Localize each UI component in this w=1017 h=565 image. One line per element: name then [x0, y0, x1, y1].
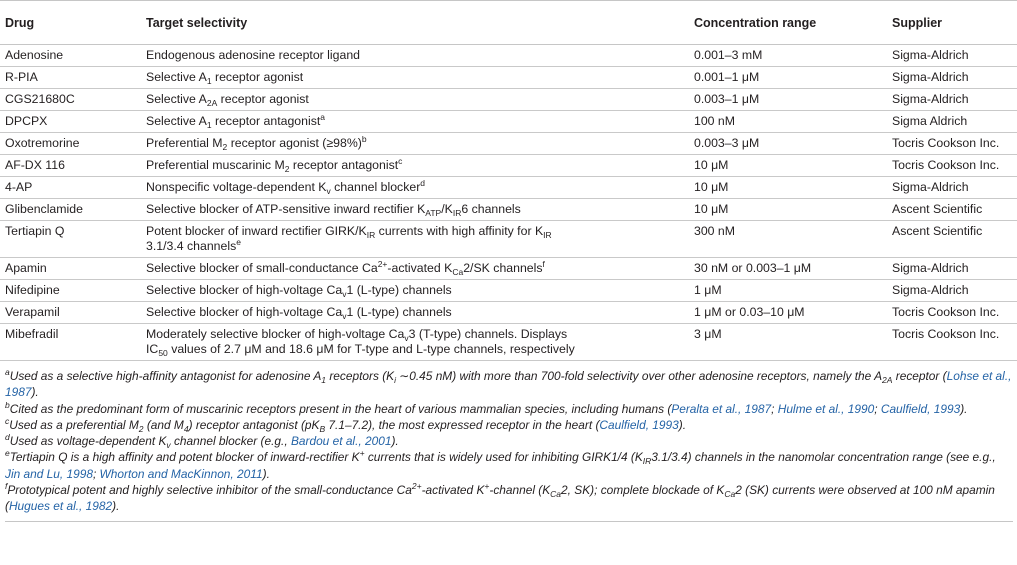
- drug-name-cell: Oxotremorine: [0, 133, 146, 155]
- target-selectivity-cell: [146, 324, 694, 361]
- text-run: 7.1–7.2), the most expressed receptor in the heart (: [325, 417, 600, 432]
- footnote: [5, 368, 1013, 401]
- target-selectivity-cell: [146, 280, 694, 302]
- subscript: 1: [206, 120, 212, 130]
- table-row: [0, 280, 1017, 302]
- text-run: (and M: [143, 417, 184, 432]
- text-run: currents that is widely used for inhibiting GIRK1/4 (K: [364, 450, 643, 465]
- superscript: b: [5, 399, 10, 410]
- text-run: Preferential M: [146, 136, 223, 150]
- supplier-cell: Sigma-Aldrich: [892, 258, 1017, 280]
- text-run: Selective A: [146, 114, 207, 128]
- text-run: ;: [771, 401, 778, 416]
- superscript: 2+: [411, 481, 422, 492]
- subscript: Ca: [724, 489, 736, 500]
- text-run: 3.1/3.4) channels in the nanomolar concentration range (see e.g.,: [651, 450, 996, 465]
- table-row: [0, 221, 1017, 258]
- concentration-cell: [694, 177, 892, 199]
- subscript: 2: [284, 164, 290, 174]
- target-selectivity-cell: [146, 45, 694, 67]
- superscript: c: [398, 156, 403, 166]
- text-run: ;: [874, 401, 881, 416]
- text-run: /K: [441, 202, 453, 216]
- footnote: [5, 401, 1013, 417]
- concentration-cell: [694, 67, 892, 89]
- subscript: IR: [642, 456, 652, 467]
- target-selectivity-cell: [146, 302, 694, 324]
- subscript: 2A: [882, 375, 893, 385]
- text-run: -activated K: [421, 483, 485, 498]
- drug-name-cell: Nifedipine: [0, 280, 146, 302]
- text-run: Selective blocker of high-voltage Ca: [146, 283, 343, 297]
- table-row: [0, 45, 1017, 67]
- supplier-cell: Sigma-Aldrich: [892, 45, 1017, 67]
- table-row: [0, 89, 1017, 111]
- table-row: [0, 111, 1017, 133]
- subscript: IR: [366, 230, 376, 240]
- header-concentration-range: Concentration range: [694, 1, 892, 45]
- subscript: Ca: [452, 267, 464, 277]
- concentration-cell: [694, 155, 892, 177]
- supplier-cell: Tocris Cookson Inc.: [892, 155, 1017, 177]
- text-run: Used as voltage-dependent K: [9, 434, 167, 449]
- footnote: [5, 417, 1013, 433]
- text-run: 0.001–1 μM: [694, 70, 760, 84]
- text-run: receptor (: [892, 369, 947, 383]
- text-run: ;: [92, 466, 100, 481]
- concentration-cell: [694, 133, 892, 155]
- table-row: [0, 199, 1017, 221]
- drug-name-cell: AF-DX 116: [0, 155, 146, 177]
- text-run: 3 (T-type) channels. Displays: [408, 327, 568, 341]
- drug-name-cell: DPCPX: [0, 111, 146, 133]
- text-run: ).: [262, 466, 270, 481]
- text-run: Cited as the predominant form of muscarinic receptors present in the heart of various mammalian species, including humans (: [9, 401, 672, 416]
- text-run: 10 μM: [694, 158, 729, 172]
- table-row: [0, 177, 1017, 199]
- text-run: ∼0.45 nM) with more than 700-fold selectivity over other adenosine receptors, namely the A: [395, 369, 883, 383]
- supplier-cell: Ascent Scientific: [892, 199, 1017, 221]
- subscript: 50: [158, 348, 168, 358]
- text-run: currents with high affinity for K: [375, 224, 544, 238]
- header-drug: Drug: [0, 1, 146, 45]
- text-run: 0.003–3 μM: [694, 136, 760, 150]
- supplier-cell: Sigma-Aldrich: [892, 89, 1017, 111]
- text-run: -activated K: [387, 261, 453, 275]
- concentration-cell: [694, 89, 892, 111]
- citation-link[interactable]: Hugues et al., 1982: [8, 499, 113, 514]
- supplier-cell: Sigma-Aldrich: [892, 280, 1017, 302]
- text-run: 10 μM: [694, 180, 729, 194]
- superscript: b: [361, 134, 367, 144]
- text-run: Tertiapin Q is a high affinity and potent blocker of inward-rectifier K: [9, 450, 360, 465]
- drug-name-cell: Verapamil: [0, 302, 146, 324]
- target-selectivity-cell: [146, 199, 694, 221]
- footnotes: [0, 368, 1017, 522]
- subscript: 2: [138, 423, 144, 434]
- drug-name-cell: Glibenclamide: [0, 199, 146, 221]
- subscript: v: [404, 333, 409, 343]
- text-run: Used as a selective high-affinity antagonist for adenosine A: [9, 369, 322, 383]
- text-run: Used as a preferential M: [9, 417, 139, 432]
- superscript: 2+: [377, 259, 388, 269]
- subscript: 4: [183, 423, 189, 434]
- drug-name-cell: 4-AP: [0, 177, 146, 199]
- text-run: ).: [960, 401, 968, 416]
- drug-name-cell: Adenosine: [0, 45, 146, 67]
- text-run: Endogenous adenosine receptor ligand: [146, 48, 360, 62]
- bottom-divider: [5, 521, 1013, 522]
- text-run: -channel (K: [489, 483, 551, 498]
- subscript: IR: [452, 208, 462, 218]
- supplier-cell: Sigma Aldrich: [892, 111, 1017, 133]
- subscript: 2A: [206, 98, 218, 108]
- subscript: 1: [206, 76, 212, 86]
- text-run: Selective blocker of ATP-sensitive inward rectifier K: [146, 202, 426, 216]
- text-run: values of 2.7 μM and 18.6 μM for T-type and L-type channels, respectively: [167, 342, 575, 356]
- target-selectivity-cell: [146, 89, 694, 111]
- supplier-cell: Sigma-Aldrich: [892, 177, 1017, 199]
- concentration-cell: [694, 45, 892, 67]
- supplier-cell: Sigma-Aldrich: [892, 67, 1017, 89]
- text-run: 10 μM: [694, 202, 729, 216]
- table-row: [0, 302, 1017, 324]
- drug-name-cell: R-PIA: [0, 67, 146, 89]
- text-run: Selective blocker of small-conductance Ca: [146, 261, 378, 275]
- concentration-cell: [694, 302, 892, 324]
- superscript: f: [5, 481, 8, 492]
- text-run: receptor antagonist: [211, 114, 321, 128]
- text-run: ).: [31, 385, 39, 400]
- citation-link[interactable]: Bardou et al., 2001: [290, 434, 392, 449]
- text-run: Moderately selective blocker of high-voltage Ca: [146, 327, 405, 341]
- citation-link[interactable]: Jin and Lu, 1998: [5, 466, 93, 481]
- superscript: e: [236, 237, 241, 247]
- text-run: ) receptor antagonist (pK: [188, 417, 320, 432]
- target-selectivity-cell: [146, 133, 694, 155]
- concentration-cell: [694, 280, 892, 302]
- superscript: a: [320, 112, 326, 122]
- text-run: receptors (K: [326, 369, 395, 383]
- text-run: 1 μM or 0.03–10 μM: [694, 305, 805, 319]
- table-header: [0, 1, 1017, 45]
- text-run: receptor agonist: [217, 92, 309, 106]
- header-row: [0, 1, 1017, 45]
- header-supplier: Supplier: [892, 1, 1017, 45]
- text-run: 1 (L-type) channels: [346, 305, 452, 319]
- text-run: Potent blocker of inward rectifier GIRK/K: [146, 224, 367, 238]
- table-body: [0, 45, 1017, 361]
- table-row: [0, 155, 1017, 177]
- table-row: [0, 324, 1017, 361]
- supplier-cell: Tocris Cookson Inc.: [892, 133, 1017, 155]
- subscript: IR: [543, 230, 552, 240]
- target-selectivity-cell: [146, 258, 694, 280]
- text-run: receptor antagonist: [289, 158, 399, 172]
- subscript: B: [319, 423, 326, 434]
- text-run: receptor agonist (≥98%): [227, 136, 362, 150]
- citation-link[interactable]: Lohse et al., 1987: [5, 369, 1012, 400]
- subscript: v: [166, 440, 171, 451]
- text-run: ).: [391, 434, 399, 449]
- text-run: 100 nM: [694, 114, 736, 128]
- superscript: +: [359, 448, 365, 459]
- text-run: 300 nM: [694, 224, 736, 238]
- text-run: 0.001–3 mM: [694, 48, 763, 62]
- citation-link[interactable]: Caulfield, 1993: [599, 417, 679, 432]
- text-run: 1 (L-type) channels: [346, 283, 452, 297]
- text-run: 2/SK channels: [463, 261, 543, 275]
- text-run: 1 μM: [694, 283, 722, 297]
- text-run: Nonspecific voltage-dependent K: [146, 180, 327, 194]
- footnote: [5, 482, 1013, 515]
- concentration-cell: [694, 221, 892, 258]
- footnote: [5, 449, 1013, 482]
- text-run: IC: [146, 342, 159, 356]
- citation-link[interactable]: Hulme et al., 1990: [777, 401, 875, 416]
- subscript: v: [342, 289, 347, 299]
- subscript: v: [326, 186, 331, 196]
- subscript: 2: [222, 142, 228, 152]
- supplier-cell: Tocris Cookson Inc.: [892, 324, 1017, 361]
- target-selectivity-cell: [146, 221, 694, 258]
- footnote: [5, 433, 1013, 449]
- citation-link[interactable]: Peralta et al., 1987: [671, 401, 772, 416]
- text-run: receptor agonist: [211, 70, 304, 84]
- text-run: channel blocker (e.g.,: [170, 434, 291, 449]
- supplier-cell: Ascent Scientific: [892, 221, 1017, 258]
- citation-link[interactable]: Whorton and MacKinnon, 2011: [99, 466, 263, 481]
- superscript: d: [5, 432, 10, 443]
- drug-name-cell: Mibefradil: [0, 324, 146, 361]
- text-run: ).: [678, 417, 687, 432]
- concentration-cell: [694, 111, 892, 133]
- superscript: +: [484, 481, 490, 492]
- text-run: 6 channels: [461, 202, 521, 216]
- text-run: 2 (SK) currents were observed at 100 nM apamin (: [5, 483, 995, 514]
- concentration-cell: [694, 324, 892, 361]
- subscript: i: [394, 375, 396, 385]
- text-run: 0.003–1 μM: [694, 92, 760, 106]
- subscript: 1: [321, 375, 327, 385]
- subscript: ATP: [425, 208, 442, 218]
- target-selectivity-cell: [146, 67, 694, 89]
- text-run: 3.1/3.4 channels: [146, 239, 237, 253]
- superscript: f: [542, 259, 545, 269]
- concentration-cell: [694, 258, 892, 280]
- text-run: channel blocker: [330, 180, 421, 194]
- target-selectivity-cell: [146, 111, 694, 133]
- target-selectivity-cell: [146, 177, 694, 199]
- drug-name-cell: Tertiapin Q: [0, 221, 146, 258]
- citation-link[interactable]: Caulfield, 1993: [880, 401, 961, 416]
- text-run: Selective A: [146, 70, 207, 84]
- table-row: [0, 133, 1017, 155]
- header-target-selectivity: Target selectivity: [146, 1, 694, 45]
- subscript: v: [342, 311, 347, 321]
- superscript: c: [5, 415, 10, 426]
- drug-name-cell: Apamin: [0, 258, 146, 280]
- superscript: a: [5, 367, 10, 377]
- table-row: [0, 67, 1017, 89]
- subscript: Ca: [550, 489, 562, 500]
- text-run: 3 μM: [694, 327, 722, 341]
- superscript: d: [420, 178, 426, 188]
- table-row: [0, 258, 1017, 280]
- target-selectivity-cell: [146, 155, 694, 177]
- concentration-cell: [694, 199, 892, 221]
- text-run: Selective A: [146, 92, 207, 106]
- superscript: e: [5, 448, 10, 459]
- text-run: ).: [112, 499, 120, 514]
- text-run: 30 nM or 0.003–1 μM: [694, 261, 812, 275]
- text-run: Prototypical potent and highly selective inhibitor of the small-conductance Ca: [7, 483, 412, 498]
- supplier-cell: Tocris Cookson Inc.: [892, 302, 1017, 324]
- drug-name-cell: CGS21680C: [0, 89, 146, 111]
- text-run: Selective blocker of high-voltage Ca: [146, 305, 343, 319]
- text-run: Preferential muscarinic M: [146, 158, 285, 172]
- text-run: 2, SK); complete blockade of K: [561, 483, 725, 498]
